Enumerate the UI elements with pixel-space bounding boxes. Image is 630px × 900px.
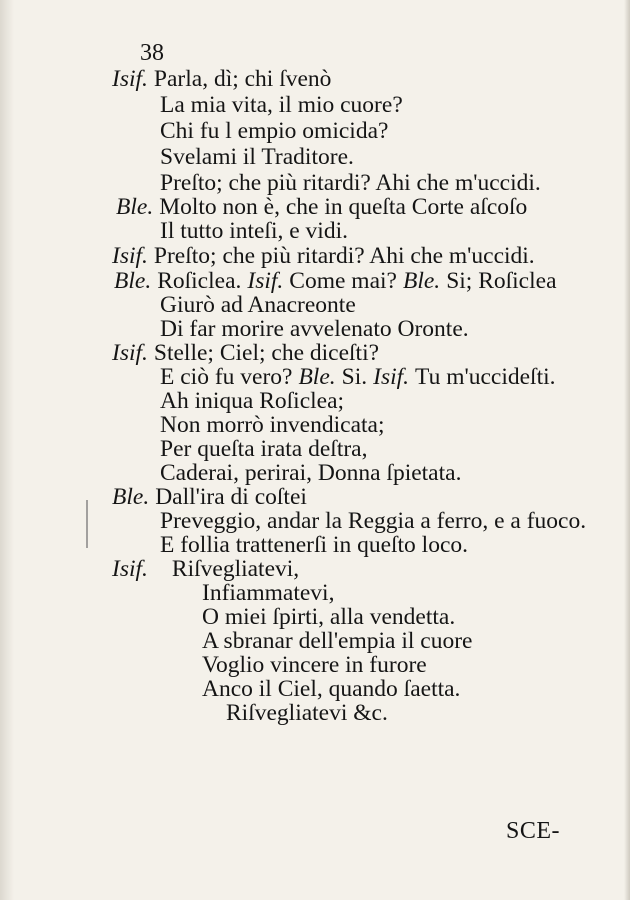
speaker-label: Ble. bbox=[116, 194, 154, 220]
verse-line bbox=[112, 558, 299, 582]
line-text: Per queſta irata deſtra, bbox=[160, 436, 368, 462]
line-text: Preveggio, andar la Reggia a ferro, e a fuoco. bbox=[160, 508, 587, 534]
line-text: Si; Roſiclea bbox=[446, 268, 557, 294]
line-text: Preſto; che più ritardi? Ahi che m'uccidi. bbox=[160, 170, 541, 196]
verse-line bbox=[160, 534, 468, 558]
verse-line bbox=[202, 582, 334, 606]
speaker-label: Isif. bbox=[112, 66, 148, 92]
line-text: O miei ſpirti, alla vendetta. bbox=[202, 604, 456, 630]
line-text: Chi fu l empio omicida? bbox=[160, 118, 389, 144]
line-text: Non morrò invendicata; bbox=[160, 412, 385, 438]
speaker-label: Isif. bbox=[373, 364, 410, 390]
line-text: Caderai, perirai, Donna ſpietata. bbox=[160, 460, 462, 486]
line-text: Dall'ira di coſtei bbox=[155, 484, 307, 510]
line-text: Voglio vincere in furore bbox=[202, 652, 427, 678]
verse-line bbox=[160, 318, 469, 342]
margin-pen-mark bbox=[86, 500, 88, 548]
line-text: E ciò fu vero? bbox=[160, 364, 293, 390]
line-text: Giurò ad Anacreonte bbox=[160, 292, 356, 318]
line-text: Molto non è, che in queſta Corte aſcoſo bbox=[159, 194, 528, 220]
verse-line bbox=[160, 220, 348, 244]
page-gutter-shadow bbox=[0, 0, 14, 900]
verse-line bbox=[112, 486, 307, 510]
line-text: Come mai? bbox=[289, 268, 397, 294]
verse-line bbox=[160, 294, 356, 318]
verse-line bbox=[160, 146, 354, 170]
line-text: Parla, dì; chi ſvenò bbox=[153, 66, 332, 92]
verse-line bbox=[202, 606, 455, 630]
verse-line bbox=[202, 654, 427, 678]
verse-line bbox=[160, 366, 556, 390]
verse-line bbox=[160, 390, 344, 414]
line-text: La mia vita, il mio cuore? bbox=[160, 92, 403, 118]
verse-line bbox=[160, 462, 461, 486]
verse-line bbox=[160, 414, 385, 438]
line-text: Anco il Ciel, quando ſaetta. bbox=[202, 676, 461, 702]
line-text: Tu m'uccideſti. bbox=[415, 364, 556, 390]
catchword: SCE- bbox=[506, 818, 561, 844]
page-number: 38 bbox=[140, 40, 164, 66]
line-text: A sbranar dell'empia il cuore bbox=[202, 628, 473, 654]
verse-line bbox=[160, 120, 388, 144]
speaker-label: Isif. bbox=[112, 340, 148, 366]
verse-line bbox=[112, 68, 331, 92]
verse-line bbox=[160, 510, 586, 534]
speaker-label: Ble. bbox=[402, 268, 441, 294]
verse-line bbox=[160, 94, 403, 118]
line-text: Stelle; Ciel; che diceſti? bbox=[153, 340, 380, 366]
line-text: Si. bbox=[341, 364, 368, 390]
line-text: Riſvegliatevi, bbox=[171, 556, 300, 582]
verse-line bbox=[114, 270, 557, 294]
verse-line bbox=[160, 172, 541, 196]
speaker-label: Ble. bbox=[114, 268, 152, 294]
line-text: Di far morire avvelenato Oronte. bbox=[160, 316, 469, 342]
speaker-label: Isif. bbox=[247, 268, 284, 294]
verse-line bbox=[112, 245, 535, 269]
line-text: E follia trattenerſi in queſto loco. bbox=[160, 532, 469, 558]
speaker-label: Isif. bbox=[112, 243, 148, 269]
verse-line bbox=[160, 438, 367, 462]
page-edge-shadow bbox=[624, 0, 630, 900]
line-text: Infiammatevi, bbox=[202, 580, 335, 606]
line-text: Preſto; che più ritardi? Ahi che m'uccidi. bbox=[153, 243, 535, 269]
line-text: Svelami il Traditore. bbox=[160, 144, 354, 170]
verse-line bbox=[116, 196, 527, 220]
verse-line bbox=[202, 678, 460, 702]
verse-line bbox=[202, 630, 472, 654]
verse-line bbox=[226, 702, 388, 726]
line-text: Riſvegliatevi &c. bbox=[226, 700, 388, 726]
speaker-label: Ble. bbox=[298, 364, 336, 390]
line-text: Il tutto inteſi, e vidi. bbox=[160, 218, 348, 244]
speaker-label: Isif. bbox=[112, 556, 148, 582]
speaker-label: Ble. bbox=[112, 484, 150, 510]
line-text: Roſiclea. bbox=[157, 268, 242, 294]
line-text: Ah iniqua Roſiclea; bbox=[160, 388, 345, 414]
verse-line bbox=[112, 342, 379, 366]
